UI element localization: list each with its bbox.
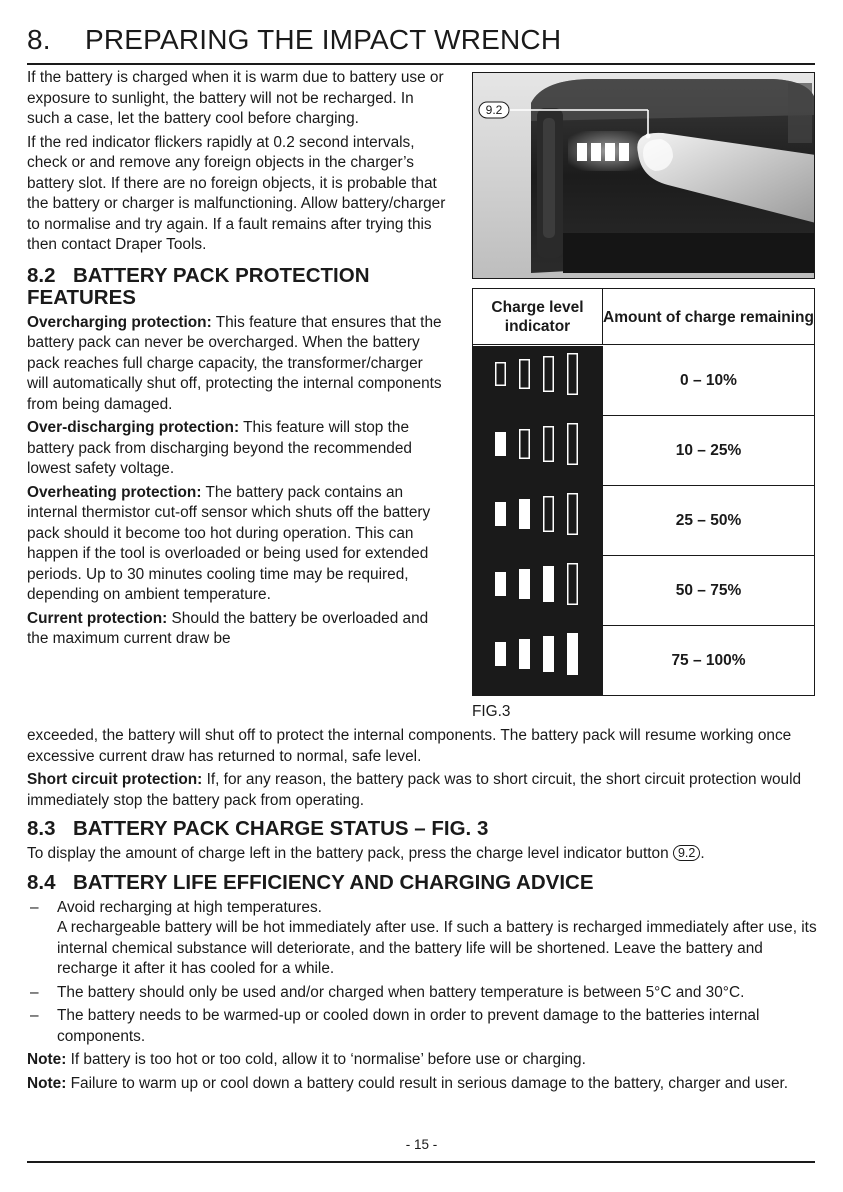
led-bars xyxy=(473,556,603,626)
table-row xyxy=(473,556,814,626)
button-reference-badge: 9.2 xyxy=(673,845,700,861)
charge-range: 10 – 25% xyxy=(675,441,742,459)
led-bar-unlit xyxy=(568,564,578,605)
bullet-lead: Avoid recharging at high temperatures. xyxy=(57,898,322,916)
table-header-indicator: Charge level indicator xyxy=(473,289,603,345)
section-title: BATTERY LIFE EFFICIENCY AND CHARGING ADVICE xyxy=(73,870,594,894)
left-column xyxy=(27,68,447,653)
protection-label: Short circuit protection: xyxy=(27,771,203,788)
protection-text: This feature will stop the battery pack from discharging beyond the recommended lowest safety voltage. xyxy=(27,419,412,477)
page-number: - 15 - xyxy=(405,1137,438,1152)
section-title: BATTERY PACK PROTECTION FEATURES xyxy=(27,263,370,309)
table-row xyxy=(473,346,814,416)
battery-photo-illustration xyxy=(473,73,815,279)
note-text: Failure to warm up or cool down a battery could result in serious damage to the battery, charger and user. xyxy=(66,1074,789,1092)
bullet-dash: – xyxy=(30,1007,39,1024)
chapter-number: 8. xyxy=(27,24,51,55)
note-label: Note: xyxy=(27,1074,67,1092)
led-bar-lit xyxy=(495,642,506,666)
led-bar-unlit xyxy=(544,357,554,392)
led-bar-lit xyxy=(495,432,506,456)
protection-text: The battery pack contains an internal thermistor cut-off sensor which shuts off the battery pack should it become too hot during operation. This can happen if the tool is overloaded or being used for extended periods. Up to 30 minutes cooling time may be required, depending on ambient temperature. xyxy=(27,483,431,603)
table-row xyxy=(473,626,814,696)
protection-current xyxy=(27,609,447,650)
led-bar-unlit xyxy=(544,497,554,532)
led-bar-lit xyxy=(543,566,554,602)
protection-overheating xyxy=(27,483,447,606)
led-bar-lit xyxy=(567,633,578,675)
bullet-text: A rechargeable battery will be hot immediately after use. If such a battery is recharged immediately after use, its internal chemical substance will deteriorate, and the battery life will be shortened. Leave the battery and recharge it after it has cooled for a while. xyxy=(57,919,817,977)
intro-paragraph-1: If the battery is charged when it is warm due to battery use or exposure to sunlight, the battery will not be recharged. In such a case, let the battery cool before charging. xyxy=(27,69,444,127)
charge-range: 25 – 50% xyxy=(675,511,742,529)
table-row xyxy=(473,416,814,486)
protection-short-circuit xyxy=(27,770,817,811)
bullet-dash: – xyxy=(30,983,39,1001)
led-bar-unlit xyxy=(520,430,530,459)
charge-range: 75 – 100% xyxy=(671,652,746,669)
protection-label: Current protection: xyxy=(27,609,168,627)
led-bar-lit xyxy=(519,499,530,529)
note-1 xyxy=(27,1050,817,1071)
led-bars xyxy=(473,626,603,696)
section-number: 8.3 xyxy=(27,817,56,840)
list-item xyxy=(27,898,817,980)
charge-range: 0 – 10% xyxy=(680,371,737,389)
full-width-content xyxy=(27,726,817,1097)
led-bars xyxy=(473,486,603,556)
photo-callout-label: 9.2 xyxy=(485,103,503,117)
list-item xyxy=(27,983,817,1004)
intro-paragraph-2: If the red indicator flickers rapidly at 0.2 second intervals, check or and remove any foreign objects in the charger’s battery slot. If there are no foreign objects, it is probable that the battery or charger is malfunctioning. Allow battery/charger to normalise and try again. If a fault remains after trying this then contact Draper Tools. xyxy=(27,133,446,253)
figure-caption: FIG.3 xyxy=(472,703,511,720)
led-indicator-cell xyxy=(473,556,603,625)
led-bars xyxy=(473,416,603,486)
list-item xyxy=(27,1006,817,1047)
table-row xyxy=(473,486,814,556)
led-bar-lit xyxy=(519,639,530,669)
protection-overcharging xyxy=(27,313,447,416)
protection-text: Should the battery be overloaded and the maximum current draw be xyxy=(27,609,429,647)
protection-label: Overheating protection: xyxy=(27,483,202,501)
section-8-3-heading xyxy=(27,817,817,841)
table-header-row xyxy=(473,289,814,345)
section-title: BATTERY PACK CHARGE STATUS – FIG. 3 xyxy=(73,817,489,840)
note-label: Note: xyxy=(27,1051,67,1068)
section-8-4-heading xyxy=(27,871,817,895)
section-number: 8.2 xyxy=(27,263,56,287)
led-bar-unlit xyxy=(568,494,578,535)
charge-level-table xyxy=(472,288,815,696)
footer-divider xyxy=(27,1161,815,1163)
led-bar-lit xyxy=(495,502,506,526)
note-2 xyxy=(27,1074,817,1095)
note-text: If battery is too hot or too cold, allow it to ‘normalise’ before use or charging. xyxy=(66,1051,586,1068)
bullet-text: The battery should only be used and/or charged when battery temperature is between 5°C and 30°C. xyxy=(57,983,745,1001)
protection-current-continued: exceeded, the battery will shut off to protect the internal components. The battery pack will resume working once excessive current draw has returned to normal, safe level. xyxy=(27,727,792,765)
led-bar-unlit xyxy=(520,360,530,389)
led-indicator-cell xyxy=(473,486,603,555)
led-bar-unlit xyxy=(496,363,506,386)
led-bars xyxy=(473,346,603,416)
led-bar-unlit xyxy=(544,427,554,462)
section-number: 8.4 xyxy=(27,870,56,894)
protection-overdischarging xyxy=(27,418,447,480)
bullet-dash: – xyxy=(30,898,39,916)
sentence-end: . xyxy=(700,845,705,862)
led-indicator-cell xyxy=(473,626,603,696)
charge-range: 50 – 75% xyxy=(675,581,742,599)
title-divider xyxy=(27,63,815,65)
section-8-2-heading xyxy=(27,265,447,309)
charge-status-text xyxy=(27,844,817,865)
led-bar-lit xyxy=(543,636,554,672)
led-bar-lit xyxy=(495,572,506,596)
protection-label: Over-discharging protection: xyxy=(27,419,240,436)
bullet-text: The battery needs to be warmed-up or cooled down in order to prevent damage to the batteries internal components. xyxy=(57,1007,760,1045)
led-bar-unlit xyxy=(568,354,578,395)
led-indicator-cell xyxy=(473,416,603,485)
chapter-title: PREPARING THE IMPACT WRENCH xyxy=(85,24,562,55)
led-indicator-cell xyxy=(473,346,603,415)
charge-status-sentence: To display the amount of charge left in the battery pack, press the charge level indicator button xyxy=(27,845,669,862)
led-bar-unlit xyxy=(568,424,578,465)
page-title xyxy=(27,22,817,58)
protection-text: If, for any reason, the battery pack was to short circuit, the short circuit protection would immediately stop the battery pack from operating. xyxy=(27,771,802,809)
protection-label: Overcharging protection: xyxy=(27,313,212,331)
led-bar-lit xyxy=(519,569,530,599)
protection-text: This feature that ensures that the battery pack can never be overcharged. When the battery pack reaches full charge capacity, the transformer/charger will automatically shut off, protecting the internal components from being damaged. xyxy=(27,313,442,413)
battery-photo xyxy=(472,72,815,279)
table-header-charge: Amount of charge remaining xyxy=(603,308,814,326)
